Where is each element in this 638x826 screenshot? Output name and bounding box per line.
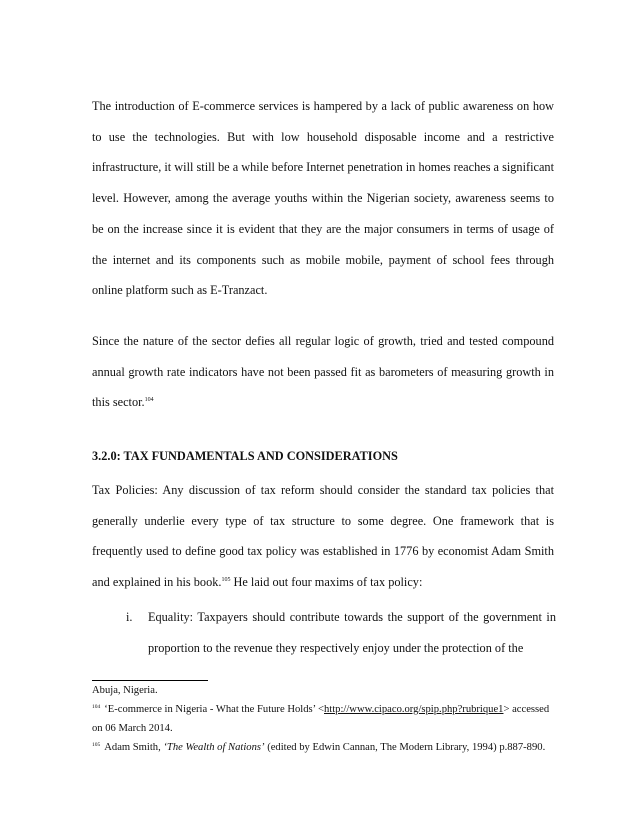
list-item-text: Equality: Taxpayers should contribute towards the support of the government in proportion to the revenue they respectively enjoy under the protection of the	[148, 610, 556, 655]
footnote-105	[92, 738, 562, 757]
footnote-ref-104: 104	[144, 397, 154, 404]
footnote-lead: ‘E-commerce in Nigeria - What the Future Holds’ <	[104, 704, 324, 715]
footnote-link[interactable]: http://www.cipaco.org/spip.php?rubrique1	[324, 704, 504, 715]
footnote-continued: Abuja, Nigeria.	[92, 685, 158, 696]
footnote-tail: (edited by Edwin Cannan, The Modern Library, 1994) p.887-890.	[264, 742, 546, 753]
footnote-number: 105	[92, 742, 101, 748]
paragraph-tax-policies	[92, 475, 554, 598]
paragraph-ecommerce-awareness: The introduction of E-commerce services is hampered by a lack of public awareness on how to use the technologies. But with low household disposable income and a restrictive infrastructure, it will still be a while before Internet penetration in homes reaches a significant level. However, among the average youths within the Nigerian society, awareness seems to be on the increase since it is evident that they are the major consumers in terms of usage of the internet and its components such as mobile mobile, payment of school fees through online platform such as E-Tranzact.	[92, 99, 554, 298]
footnote-ref-105: 105	[221, 577, 231, 584]
footnote-book-title: ‘The Wealth of Nations’	[163, 742, 265, 753]
footnote-number: 104	[92, 704, 101, 710]
paragraph-text: Since the nature of the sector defies all regular logic of growth, tried and tested compound annual growth rate indicators have not been passed fit as barometers of measuring growth in this sector.	[92, 334, 554, 410]
footnote-tail: > accessed on 06 March 2014.	[92, 704, 550, 734]
paragraph-tail: He laid out four maxims of tax policy:	[230, 575, 423, 590]
footnote-104	[92, 700, 562, 738]
footnote-lead: Adam Smith,	[104, 742, 164, 753]
section-heading: 3.2.0: TAX FUNDAMENTALS AND CONSIDERATIONS	[92, 449, 398, 463]
paragraph-growth-indicators	[92, 326, 554, 418]
paragraph-text: Tax Policies: Any discussion of tax reform should consider the standard tax policies that generally underlie every type of tax structure to some degree. One framework that is frequently used to define good tax policy was established in 1776 by economist Adam Smith and explained in his book.	[92, 483, 554, 590]
list-item-number: i.	[126, 610, 133, 624]
